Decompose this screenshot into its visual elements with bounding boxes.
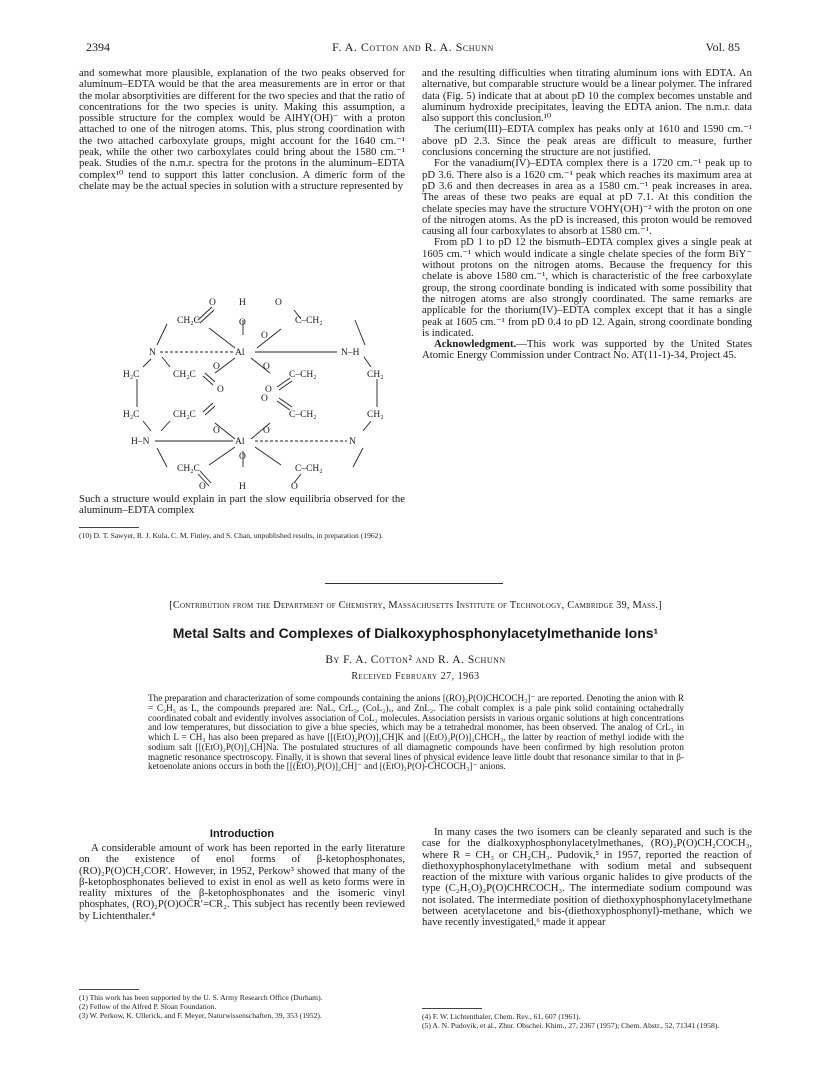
- structure-explanation: Such a structure would explain in part the slow equilibria observed for the aluminum–EDTA complex: [79, 493, 405, 517]
- atom-label: CH₂: [367, 370, 384, 380]
- atom-label: O: [213, 426, 220, 436]
- structure-labels: [123, 298, 384, 492]
- atom-label: C–CH₂: [295, 464, 323, 474]
- atom-label: O: [275, 298, 282, 308]
- atom-label: O: [209, 298, 216, 308]
- atom-label: H: [239, 482, 246, 492]
- paragraph: In many cases the two isomers can be cleanly separated and such is the case for the dialkoxyphosphonylacetylmethanes, (RO)₂P(O)CH₂COCH₃, where R = CH₃ or CH₂CH₃. Pudovik,⁵ in 1957, reported the reaction of diethoxyphosphonylacetylmethane with sodium metal and subsequent reaction of the mixture with various organic halides to give products of the type (C₂H₅O)₂P(O)CHRCOCH₃. The intermediate sodium compound was not isolated. The intermediate position of diethoxyphosphonylacetylmethane between acetylacetone and bis-(diethoxyphosphonyl)-methane, which we have recently investigated,⁶ made it appear: [422, 826, 752, 929]
- footnote-4: (4) F. W. Lichtenthaler, Chem. Rev., 61, 607 (1961).: [422, 1012, 581, 1021]
- atom-label: N: [349, 437, 356, 447]
- atom-label: C–CH₂: [295, 316, 323, 326]
- footnote-3: (3) W. Perkow, K. Ullerick, and F. Meyer, Naturwissenschaften, 39, 353 (1952).: [79, 1011, 322, 1020]
- running-header: [86, 40, 740, 56]
- acknowledgment: [422, 339, 752, 362]
- acknowledgment-label: Acknowledgment.: [434, 338, 517, 351]
- atom-label: CH₂: [367, 410, 384, 420]
- footnote-rule: [79, 527, 139, 528]
- footnotes-right: [422, 1012, 752, 1030]
- footnotes-left: [79, 993, 405, 1020]
- atom-label: H–N: [131, 437, 150, 447]
- article-title: Metal Salts and Complexes of Dialkoxyphosphonylacetylmethanide Ions¹: [172, 625, 659, 641]
- dimer-structure-diagram: [85, 293, 405, 493]
- footnote-rule: [422, 1008, 482, 1009]
- column-left-intro: [79, 843, 405, 922]
- footnote-1: (1) This work has been supported by the U. S. Army Research Office (Durham).: [79, 993, 323, 1002]
- atom-label: O: [261, 394, 268, 404]
- atom-label: N–H: [341, 348, 360, 358]
- atom-label: CH₂C: [173, 370, 196, 380]
- paragraph: A considerable amount of work has been reported in the early literature on the existence of enol forms of β-ketophosphonates, (RO)₂P(O)CH₂COR′. However, in 1952, Perkow³ showed that many of the β-ketophosphonates believed to exist in enol as well as keto forms were in reality mixtures of the β-ketophosphonates and the isomeric vinyl phosphates, (RO)₂P(O)OC̄R′=CR₂. This subject has recently been reviewed by Lichtenthaler.⁴: [79, 842, 405, 922]
- atom-label: H₂C: [123, 370, 140, 380]
- volume-number: Vol. 85: [705, 40, 740, 54]
- atom-label: Al: [235, 348, 245, 358]
- atom-label: O: [263, 426, 270, 436]
- atom-label: O: [263, 362, 270, 372]
- atom-label: N: [149, 348, 156, 358]
- page-number: 2394: [86, 40, 110, 54]
- atom-label: CH₂C: [173, 410, 196, 420]
- section-heading: Introduction: [209, 828, 275, 840]
- paragraph: and the resulting difficulties when titrating aluminum ions with EDTA. An alternative, but comparable structure would be a linear polymer. The infrared data (Fig. 5) indicate that at about pD 10 the complex becomes unstable and aluminum hydroxide precipitates, leaving the EDTA anion. The n.m.r. data also support this conclusion.¹⁰: [422, 67, 752, 125]
- footnote-10: (10) D. T. Sawyer, R. J. Kula, C. M. Finley, and S. Chan, unpublished results, in preparation (1962).: [79, 531, 383, 540]
- atom-label: H₂C: [123, 410, 140, 420]
- atom-label: O: [291, 482, 298, 492]
- received-date: Received February 27, 1963: [351, 671, 480, 682]
- column-right-top: [422, 68, 752, 362]
- atom-label: O: [213, 362, 220, 372]
- paragraph: and somewhat more plausible, explanation of the two peaks observed for aluminum–EDTA would be that the area measurements are in error or that the molar absorptivities are different for the two species and that the ratio of concentrations for the two species is unity. Making this assumption, a possible structure for the complex would be AlHY(OH)⁻ with a proton attached to one of the nitrogen atoms. This, plus strong coordination with the two attached carboxylate groups, might account for the 1640 cm.⁻¹ peak, while the other two carboxylates could bring about the 1580 cm.⁻¹ peak. Studies of the n.m.r. spectra for the protons in the aluminum–EDTA complex¹⁰ tend to support this latter conclusion. A dimeric form of the chelate may be the actual species in solution with a structure represented by: [79, 67, 405, 192]
- atom-label: O: [217, 385, 224, 395]
- paragraph: For the vanadium(IV)–EDTA complex there is a 1720 cm.⁻¹ peak up to pD 3.6. There also is a 1620 cm.⁻¹ peak which reaches its maximum area at pD 3.6 and then decreases in area as a 1580 cm.⁻¹ peak increases in area. The areas of these two peaks are equal at pD 7.1. At this condition the chelate species may have the structure VOHY(OH)⁻² with the proton on one of the nitrogen atoms. As the pD is increased, this proton would be removed causing all four carboxylates to absorb at 1580 cm.⁻¹.: [422, 157, 752, 238]
- atom-label: Al: [235, 437, 245, 447]
- atom-label: O: [199, 482, 206, 492]
- abstract: The preparation and characterization of some compounds containing the anions [(RO)₂P(O)CHCOCH₃]⁻ are reported. Denoting the anion with R = C₂H₅ as L, the compounds prepared are: NaL, CrL₃, (CoL₂)ₓ, and ZnL₂. The cobalt complex is a pale pink solid containing octahedrally coordinated cobalt and evidently involves association of CoL₂ molecules. Association persists in various organic solutions at high concentrations and low temperatures, but dissociation to give a blue species, which may be a tetrahedral monomer, has been observed. The analog of CrL₃ in which L = CH₃ has also been prepared as have [[(EtO)₂P(O)]₂CH]K and [(EtO)₂P(O)]₂CHCH₃, the latter by reaction of methyl iodide with the sodium salt [[(EtO)₂P(O)]₂CH]Na. The postulated structures of all diamagnetic compounds have been confirmed by high resolution proton magnetic resonance spectroscopy. Finally, it is shown that several lines of physical evidence leave little doubt that resonance similar to that in β-ketoenolate anions occurs in both the [[(EtO)₂P(O)]₂CH]⁻ and [(EtO)₂P(O)-CHCOCH₃]⁻ anions.: [148, 693, 684, 772]
- footnote-5: (5) A. N. Pudovik, et al., Zhur. Obschei. Khim., 27, 2367 (1957); Chem. Abstr., 52, 71341 (1958).: [422, 1021, 720, 1030]
- article-authors: By F. A. Cotton² and R. A. Schunn: [325, 654, 506, 666]
- atom-label: O: [265, 385, 272, 395]
- footnote-2: (2) Fellow of the Alfred P. Sloan Foundation.: [79, 1002, 217, 1011]
- acknowledgment-text: —This work was supported by the United States Atomic Energy Commission under Contract No. AT(11-1)-34, Project 45.: [422, 338, 752, 362]
- paragraph: From pD 1 to pD 12 the bismuth–EDTA complex gives a single peak at 1605 cm.⁻¹ which would indicate a single chelate species of the form BiY⁻ without protons on the nitrogen atoms. Because the frequency for this chelate is above 1580 cm.⁻¹, which is characteristic of the free carboxylate group, the strong coordinate bonding is indicated with some possibility that the nitrogen atoms are also strongly coordinated. The same remarks are applicable for the thorium(IV)–EDTA complex except that it has a single peak at 1605 cm.⁻¹ from pD 0.4 to pD 12. Again, strong coordinate bonding is indicated.: [422, 236, 752, 339]
- atom-label: O: [239, 452, 246, 462]
- atom-label: O: [239, 318, 246, 328]
- atom-label: O: [261, 331, 268, 341]
- column-right-intro: [422, 827, 752, 929]
- footnote-rule: [79, 989, 139, 990]
- contribution-line: [Contribution from the Department of Chemistry, Massachusetts Institute of Technology, Cambridge 39, Mass.]: [169, 600, 662, 611]
- column-left-top: [79, 68, 405, 192]
- atom-label: C–CH₂: [289, 370, 317, 380]
- running-authors: F. A. Cotton and R. A. Schunn: [332, 40, 494, 54]
- atom-label: H: [239, 298, 246, 308]
- section-divider: [325, 583, 503, 584]
- atom-label: CH₂C: [177, 316, 200, 326]
- paragraph: The cerium(III)–EDTA complex has peaks only at 1610 and 1590 cm.⁻¹ above pD 2.3. Since the peak areas are difficult to measure, further conclusions concerning the structure are not justified.: [422, 123, 752, 159]
- atom-label: CH₂C: [177, 464, 200, 474]
- atom-label: C–CH₂: [289, 410, 317, 420]
